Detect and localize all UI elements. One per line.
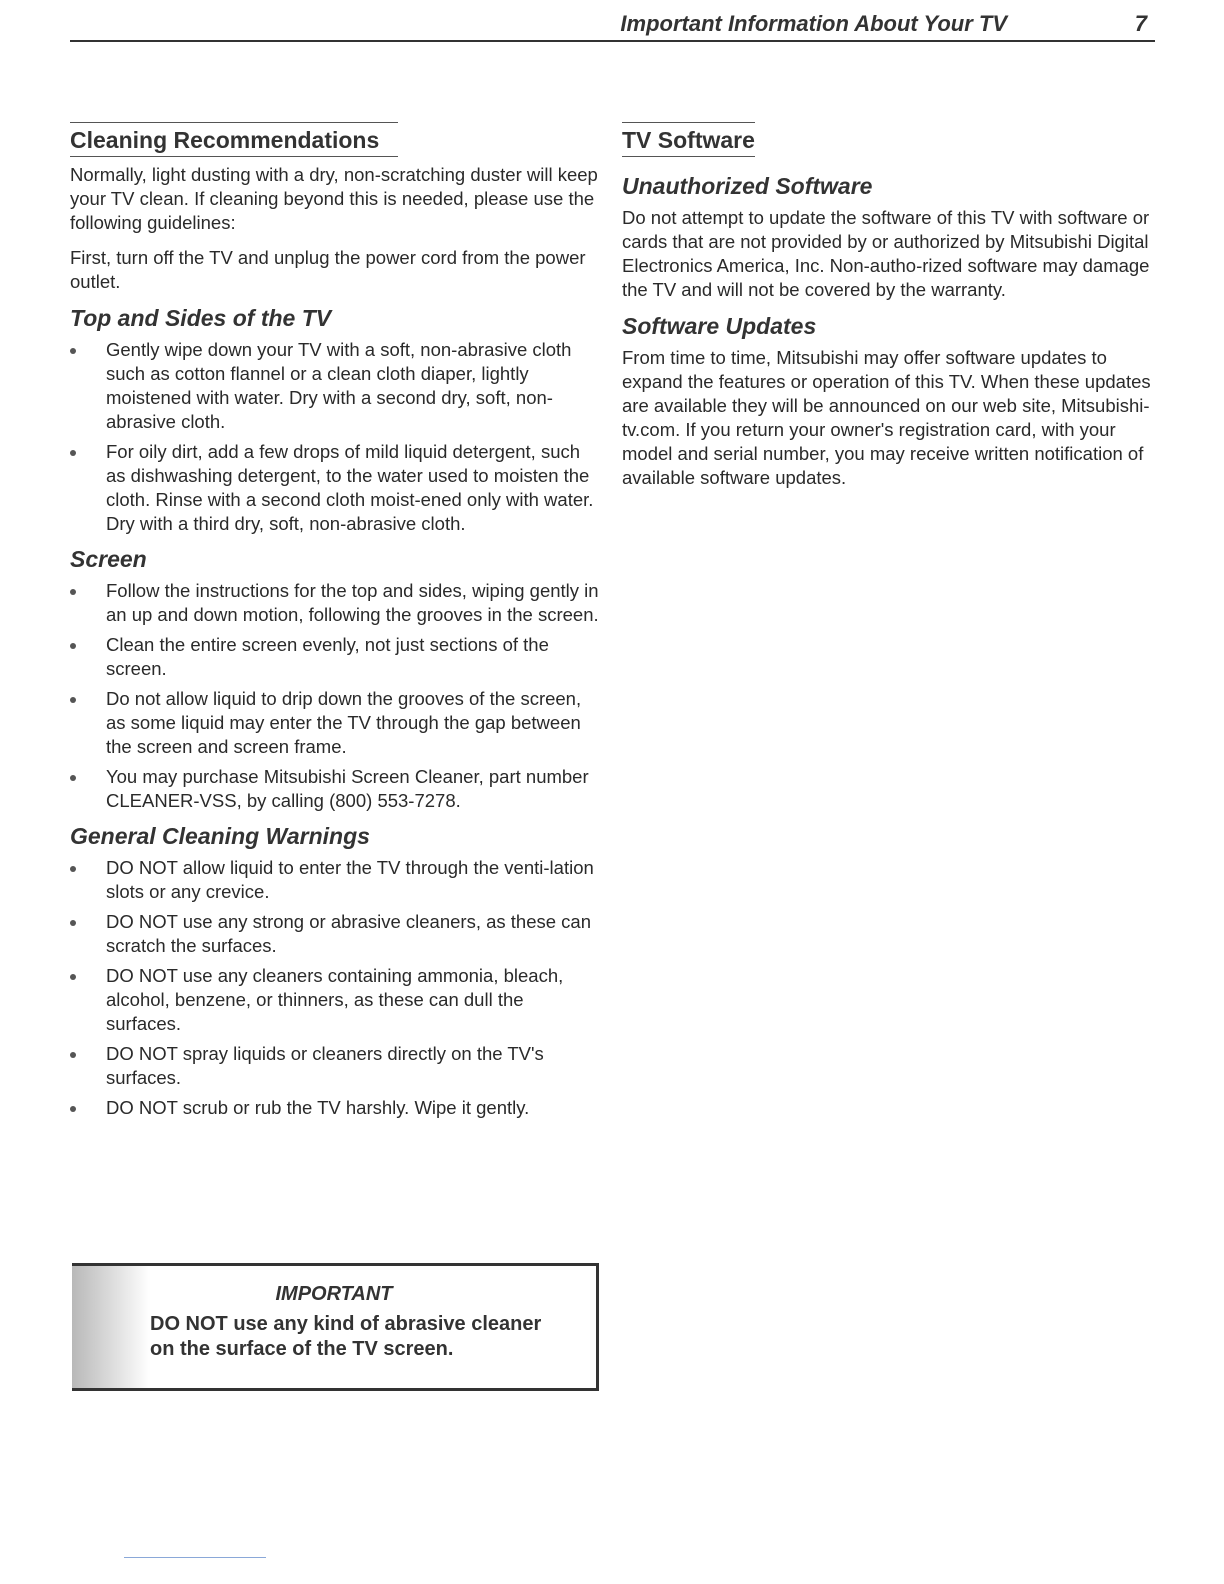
list-item-text: Follow the instructions for the top and sides, wiping gently in an up and down motion, following the grooves in the screen. xyxy=(106,580,599,625)
bullet-icon xyxy=(70,775,76,781)
screen-list xyxy=(70,579,600,813)
important-label: IMPORTANT xyxy=(275,1283,393,1305)
top-sides-list xyxy=(70,338,600,536)
list-item xyxy=(70,964,600,1036)
list-item xyxy=(70,633,600,681)
subheading-unauthorized: Unauthorized Software xyxy=(622,173,873,199)
list-item-text: Gently wipe down your TV with a soft, non-abrasive cloth such as cotton flannel or a clean cloth diaper, lightly moistened with water. Dry with a second dry, soft, non-abrasive cloth. xyxy=(106,339,572,432)
left-column xyxy=(70,122,600,1126)
bullet-icon xyxy=(70,589,76,595)
subheading-top-sides: Top and Sides of the TV xyxy=(70,305,332,331)
list-item-text: For oily dirt, add a few drops of mild liquid detergent, such as dishwashing detergent, to the water used to moisten the cloth. Rinse with a second cloth moist-ened only with water. Dry with a third dry, soft, non-abrasive cloth. xyxy=(106,441,594,534)
important-notice-box xyxy=(72,1263,599,1391)
bullet-icon xyxy=(70,866,76,872)
bullet-icon xyxy=(70,643,76,649)
list-item xyxy=(70,687,600,759)
list-item xyxy=(70,910,600,958)
subheading-screen: Screen xyxy=(70,546,147,572)
list-item xyxy=(70,1096,600,1120)
footer-rule xyxy=(124,1557,266,1558)
list-item xyxy=(70,856,600,904)
list-item-text: DO NOT allow liquid to enter the TV through the venti-lation slots or any crevice. xyxy=(106,857,594,902)
bullet-icon xyxy=(70,1106,76,1112)
bullet-icon xyxy=(70,697,76,703)
bullet-icon xyxy=(70,348,76,354)
bullet-icon xyxy=(70,1052,76,1058)
section-title-cleaning: Cleaning Recommendations xyxy=(70,122,398,157)
subheading-warnings: General Cleaning Warnings xyxy=(70,823,370,849)
updates-paragraph: From time to time, Mitsubishi may offer software updates to expand the features or operation of this TV. When these updates are available they will be announced on our web site, Mitsubishi-tv.com. If you return your owner's registration card, with your model and serial number, you may receive written notification of available software updates. xyxy=(622,347,1151,488)
bullet-icon xyxy=(70,974,76,980)
list-item xyxy=(70,1042,600,1090)
section-title-software: TV Software xyxy=(622,122,755,157)
intro-paragraph: First, turn off the TV and unplug the power cord from the power outlet. xyxy=(70,247,586,292)
list-item xyxy=(70,338,600,434)
list-item-text: You may purchase Mitsubishi Screen Cleaner, part number CLEANER-VSS, by calling (800) 553-7278. xyxy=(106,766,589,811)
list-item-text: Do not allow liquid to drip down the grooves of the screen, as some liquid may enter the TV through the gap between the screen and screen frame. xyxy=(106,688,582,757)
right-column xyxy=(622,122,1157,501)
list-item xyxy=(70,440,600,536)
list-item xyxy=(70,765,600,813)
page-number: 7 xyxy=(1134,11,1147,36)
unauthorized-paragraph: Do not attempt to update the software of this TV with software or cards that are not provided by or authorized by Mitsubishi Digital Electronics America, Inc. Non-autho-rized software may damage the TV and will not be covered by the warranty. xyxy=(622,207,1150,300)
list-item xyxy=(70,579,600,627)
list-item-text: DO NOT spray liquids or cleaners directly on the TV's surfaces. xyxy=(106,1043,544,1088)
warnings-list xyxy=(70,856,600,1120)
subheading-updates: Software Updates xyxy=(622,313,817,339)
intro-paragraph: Normally, light dusting with a dry, non-scratching duster will keep your TV clean. If cleaning beyond this is needed, please use the following guidelines: xyxy=(70,164,598,233)
important-text: DO NOT use any kind of abrasive cleaner on the surface of the TV screen. xyxy=(150,1313,542,1360)
page-header xyxy=(70,8,1155,42)
list-item-text: DO NOT use any strong or abrasive cleaners, as these can scratch the surfaces. xyxy=(106,911,592,956)
bullet-icon xyxy=(70,920,76,926)
bullet-icon xyxy=(70,450,76,456)
list-item-text: DO NOT scrub or rub the TV harshly. Wipe it gently. xyxy=(106,1097,530,1118)
header-title: Important Information About Your TV xyxy=(620,11,1007,36)
list-item-text: Clean the entire screen evenly, not just sections of the screen. xyxy=(106,634,549,679)
list-item-text: DO NOT use any cleaners containing ammonia, bleach, alcohol, benzene, or thinners, as these can dull the surfaces. xyxy=(106,965,564,1034)
